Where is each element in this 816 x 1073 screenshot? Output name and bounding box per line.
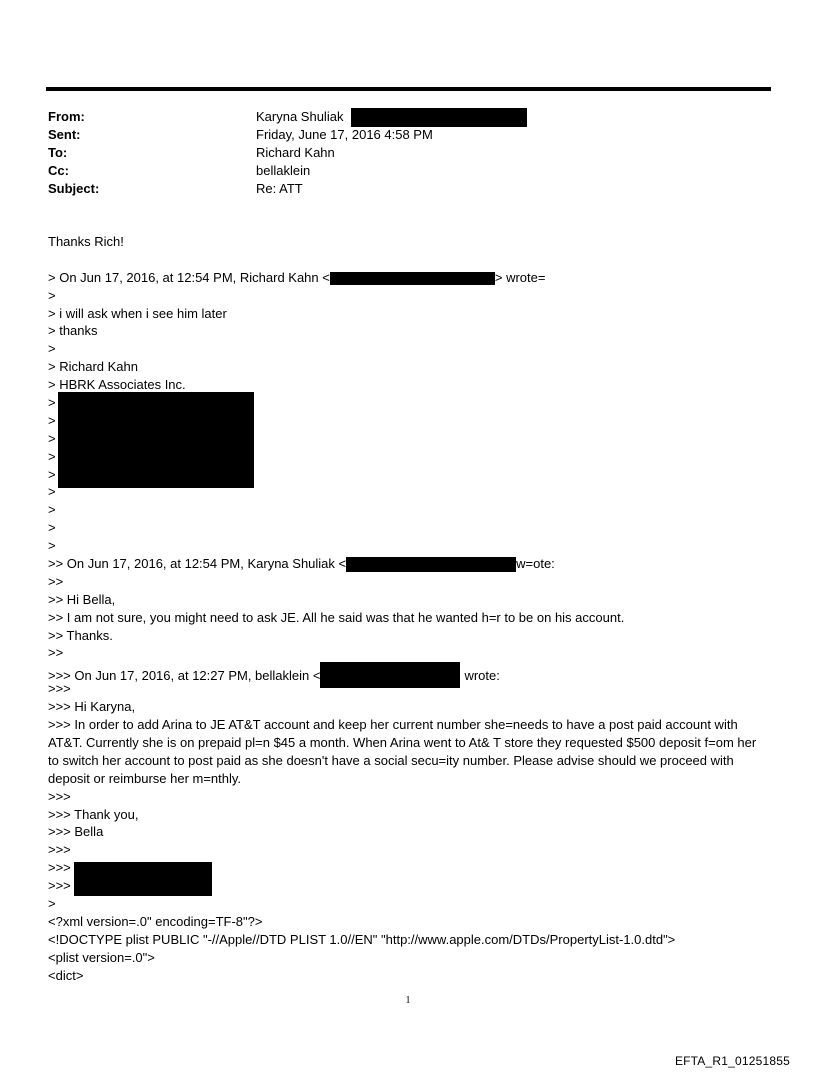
body-line: >>> [48,681,71,697]
header-rule [46,87,771,91]
from-row [48,108,768,126]
body-line: >>> Thank you, [48,806,139,822]
body-paragraph: >>> In order to add Arina to JE AT&T account and keep her current number she=needs to have a post paid account with AT&T. Currently she is on prepaid pl=n $45 a month. When Arina went to At& T store they requested $500 deposit f=om her to switch her account to post paid as she doesn't have a social secu=ity number. Please advise should we proceed with deposit or reimburse her m=nthly. [48,717,757,786]
email-redaction [346,557,516,572]
body-line: > [48,430,56,446]
quote-header-tail: w=ote: [516,556,555,572]
sent-row [48,126,768,144]
subject-row [48,180,768,198]
body-line: > [48,395,56,411]
body-line: > HBRK Associates Inc. [48,377,186,393]
body-line: > [48,341,56,357]
quote-header-text: >> On Jun 17, 2016, at 12:54 PM, Karyna Shuliak < [48,556,347,572]
body-line: <dict> [48,967,84,983]
quote-header-line [48,269,770,287]
subject-label: Subject: [48,181,100,196]
body-line: > i will ask when i see him later [48,305,227,321]
page-number: 1 [405,995,411,1006]
sent-label: Sent: [48,127,81,142]
body-line: >> Thanks. [48,627,113,643]
body-line: >>> [48,788,71,804]
body-line: > [48,502,56,518]
body-line: <plist version=.0"> [48,949,155,965]
cc-label: Cc: [48,163,69,178]
body-line: <!DOCTYPE plist PUBLIC "-//Apple//DTD PLIST 1.0//EN" "http://www.apple.com/DTDs/PropertyList-1.0.dtd"> [48,931,676,947]
body-line: > [48,466,56,482]
body-line: > thanks [48,323,98,339]
body-line: > [48,484,56,500]
body-line: >>> [48,878,71,894]
body-line: <?xml version=.0" encoding=TF-8"?> [48,913,263,929]
email-redaction [330,272,495,285]
body-line: >>> [48,842,71,858]
email-redaction [320,662,460,688]
bates-number: EFTA_R1_01251855 [674,1054,790,1068]
signature-redaction [74,862,212,896]
quote-header-text: > On Jun 17, 2016, at 12:54 PM, Richard Kahn < [48,269,330,285]
to-value: Richard Kahn [256,145,335,160]
quote-header-text: >>> On Jun 17, 2016, at 12:27 PM, bellaklein < [48,668,321,684]
body-line: > Richard Kahn [48,359,138,375]
from-label: From: [48,109,85,124]
body-line: >> Hi Bella, [48,591,116,607]
from-name: Karyna Shuliak [256,109,344,124]
body-line: >>> Hi Karyna, [48,699,136,715]
email-header [48,108,768,198]
sent-value: Friday, June 17, 2016 4:58 PM [256,127,433,142]
cc-row [48,162,768,180]
to-row [48,144,768,162]
quote-header-tail: wrote: [464,668,500,684]
quote-header-line [48,555,770,573]
signature-redaction [58,392,254,488]
body-line: >> [48,645,64,661]
cc-value: bellaklein [256,163,311,178]
body-line: > [48,448,56,464]
body-line: >> [48,573,64,589]
from-email-redaction [351,108,527,127]
body-line: >>> Bella [48,824,104,840]
body-line: > [48,520,56,536]
to-label: To: [48,145,68,160]
from-value [256,108,527,127]
body-line: > [48,538,56,554]
quote-header-tail: > wrote= [494,269,546,285]
body-line: >>> [48,860,71,876]
body-line: > [48,412,56,428]
body-line: > [48,896,56,912]
subject-value: Re: ATT [256,181,303,196]
body-line: >> I am not sure, you might need to ask JE. All he said was that he wanted h=r to be on his account. [48,609,625,625]
body-line: > [48,287,56,303]
quote-header-line [48,662,770,684]
blank-line [48,251,770,269]
body-line: Thanks Rich! [48,234,124,249]
